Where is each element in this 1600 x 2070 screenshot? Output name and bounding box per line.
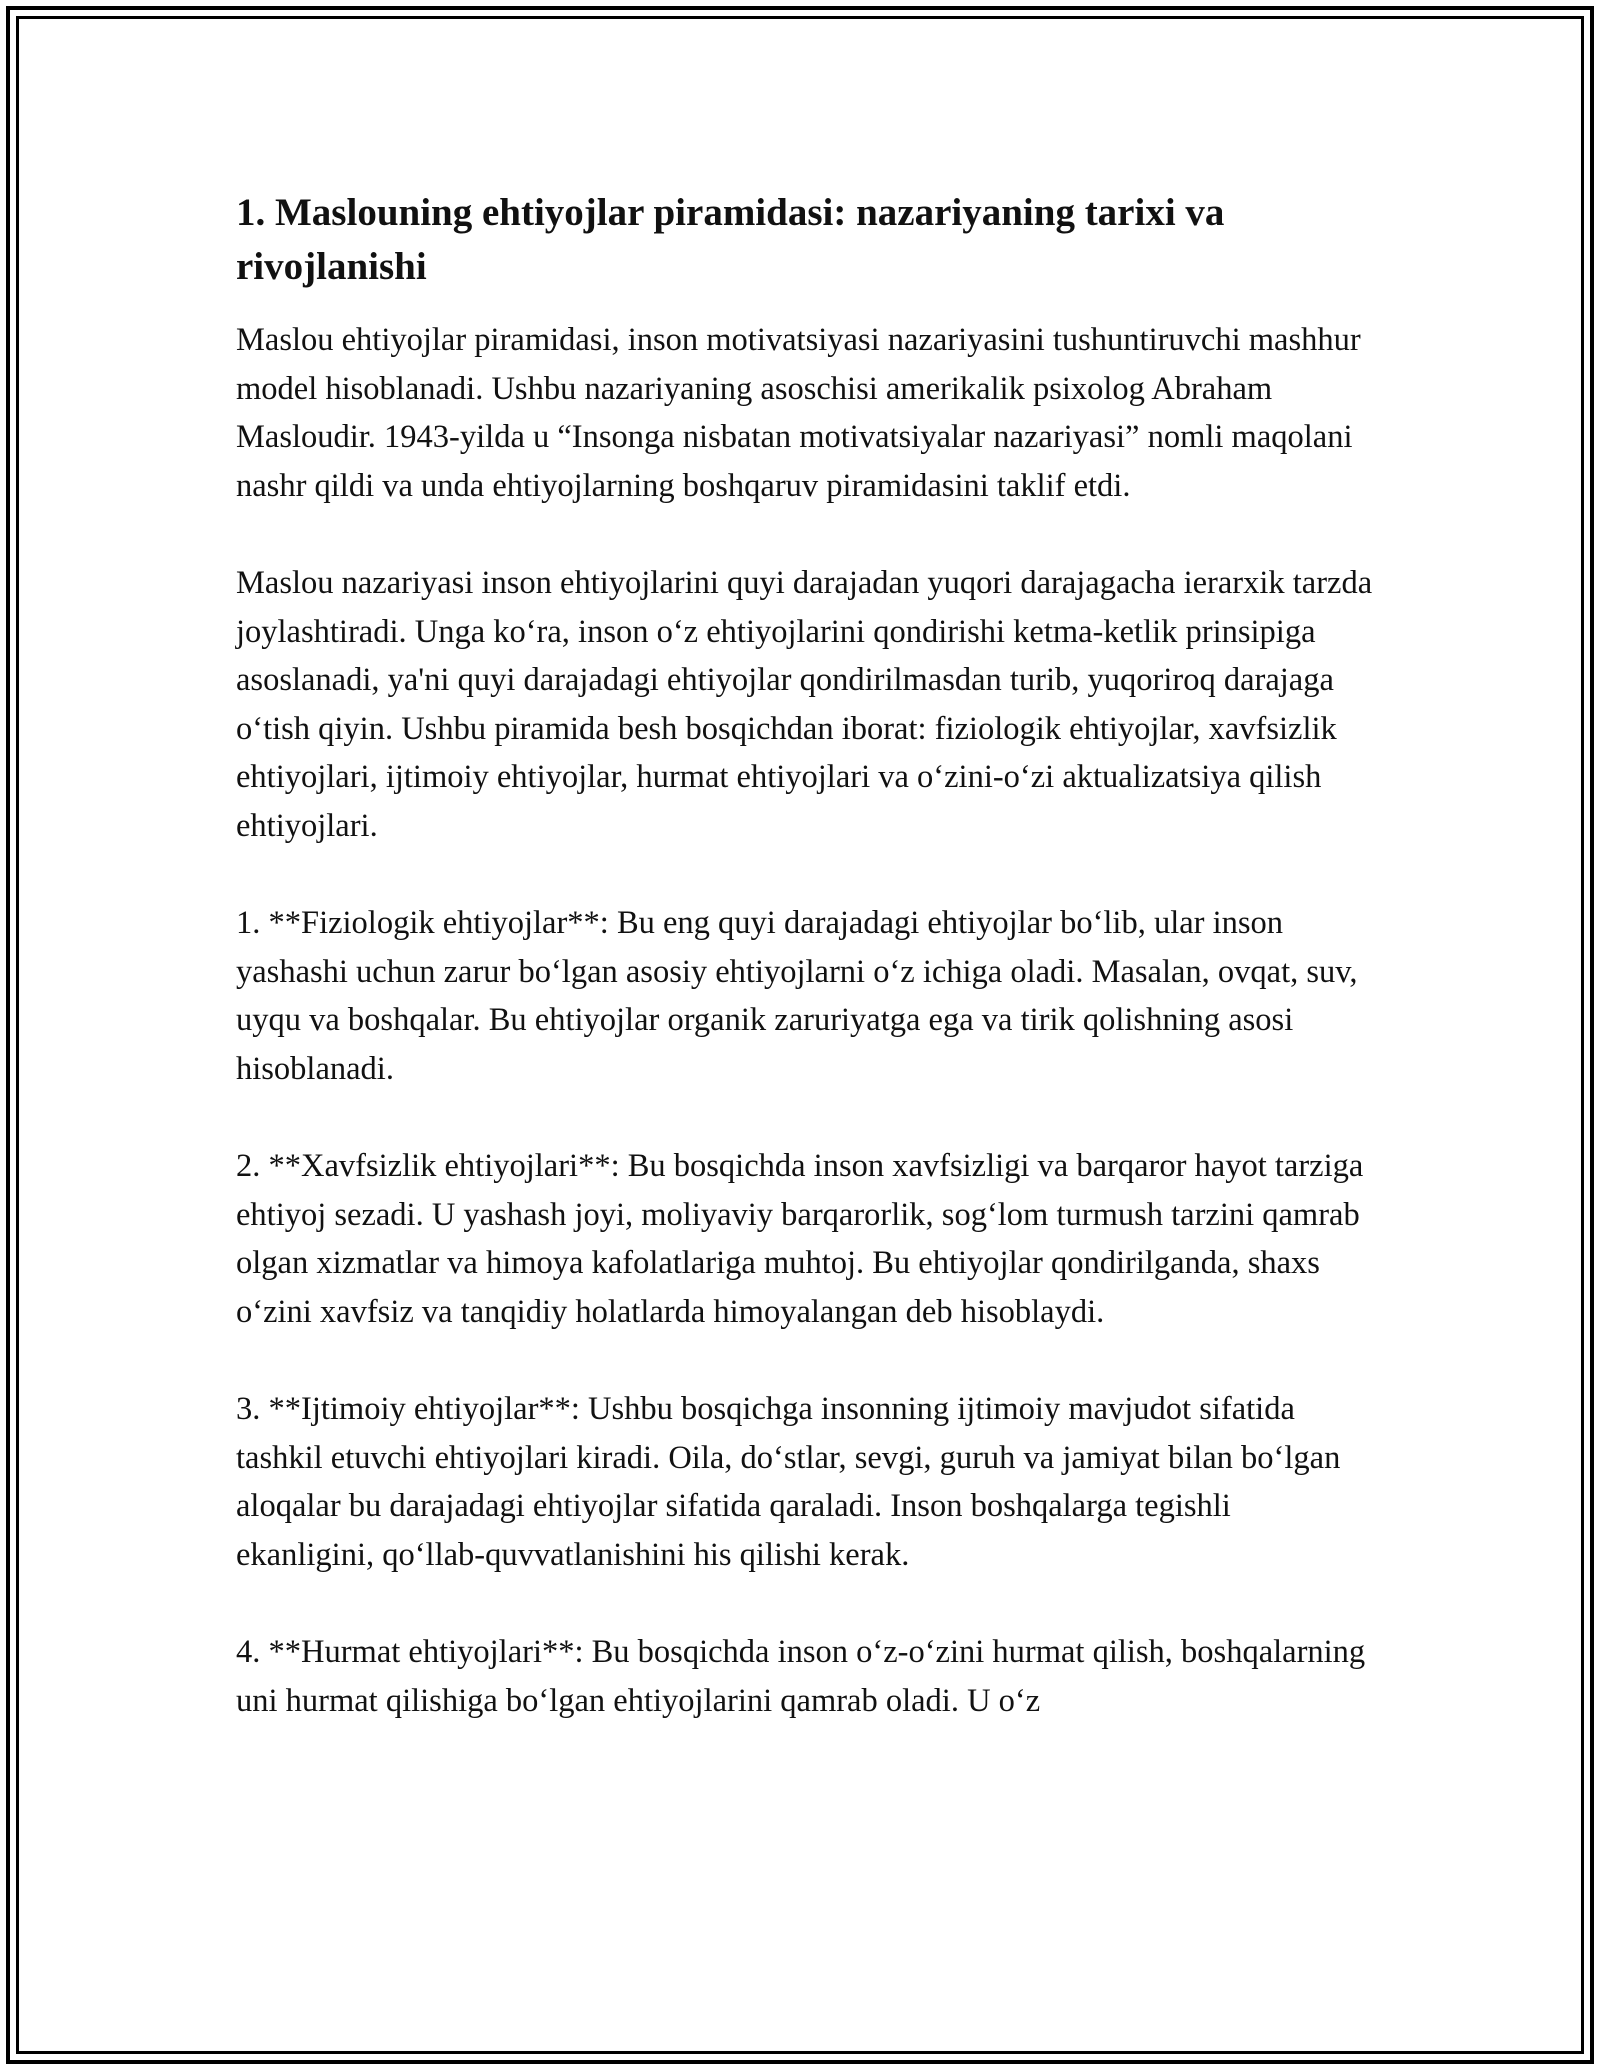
paragraph-physiological-needs: 1. **Fiziologik ehtiyojlar**: Bu eng quyi darajadagi ehtiyojlar bo‘lib, ular inson yashashi uchun zarur bo‘lgan asosiy ehtiyojlarni o‘z ichiga oladi. Masalan, ovqat, suv, uyqu va boshqalar. Bu ehtiyojlar organik zaruriyatga ega va tirik qolishning asosi hisoblanadi. [236, 905, 1358, 1087]
paragraph-safety-needs: 2. **Xavfsizlik ehtiyojlari**: Bu bosqichda inson xavfsizligi va barqaror hayot tarziga ehtiyoj sezadi. U yashash joyi, moliyaviy barqarorlik, sog‘lom turmush tarzini qamrab olgan xizmatlar va himoya kafolatlariga muhtoj. Bu ehtiyojlar qondirilganda, shaxs o‘zini xavfsiz va tanqidiy holatlarda himoyalangan deb hisoblaydi. [236, 1148, 1364, 1330]
paragraph-hierarchy: Maslou nazariyasi inson ehtiyojlarini quyi darajadan yuqori darajagacha ierarxik tarzda joylashtiradi. Unga ko‘ra, inson o‘z ehtiyojlarini qondirishi ketma-ketlik prinsipiga asoslanadi, ya'ni quyi darajadagi ehtiyojlar qondirilmasdan turib, yuqoriroq darajaga o‘tish qiyin. Ushbu piramida besh bosqichdan iborat: fiziologik ehtiyojlar, xavfsizlik ehtiyojlari, ijtimoiy ehtiyojlar, hurmat ehtiyojlari va o‘zini-o‘zi aktualizatsiya qilish ehtiyojlari. [236, 565, 1373, 844]
document-body [236, 186, 1376, 1774]
paragraph-intro: Maslou ehtiyojlar piramidasi, inson motivatsiyasi nazariyasini tushuntiruvchi mashhur model hisoblanadi. Ushbu nazariyaning asoschisi amerikalik psixolog Abraham Masloudir. 1943-yilda u “Insonga nisbatan motivatsiyalar nazariyasi” nomli maqolani nashr qildi va unda ehtiyojlarning boshqaruv piramidasini taklif etdi. [236, 322, 1361, 504]
paragraph-social-needs: 3. **Ijtimoiy ehtiyojlar**: Ushbu bosqichga insonning ijtimoiy mavjudot sifatida tashkil etuvchi ehtiyojlari kiradi. Oila, do‘stlar, sevgi, guruh va jamiyat bilan bo‘lgan aloqalar bu darajadagi ehtiyojlar sifatida qaraladi. Inson boshqalarga tegishli ekanligini, qo‘llab-quvvatlanishini his qilishi kerak. [236, 1391, 1341, 1573]
document-title: 1. Maslouning ehtiyojlar piramidasi: nazariyaning tarixi va rivojlanishi [236, 191, 1225, 288]
paragraph-esteem-needs: 4. **Hurmat ehtiyojlari**: Bu bosqichda inson o‘z-o‘zini hurmat qilish, boshqalarning uni hurmat qilishiga bo‘lgan ehtiyojlarini qamrab oladi. U o‘z [236, 1634, 1366, 1719]
